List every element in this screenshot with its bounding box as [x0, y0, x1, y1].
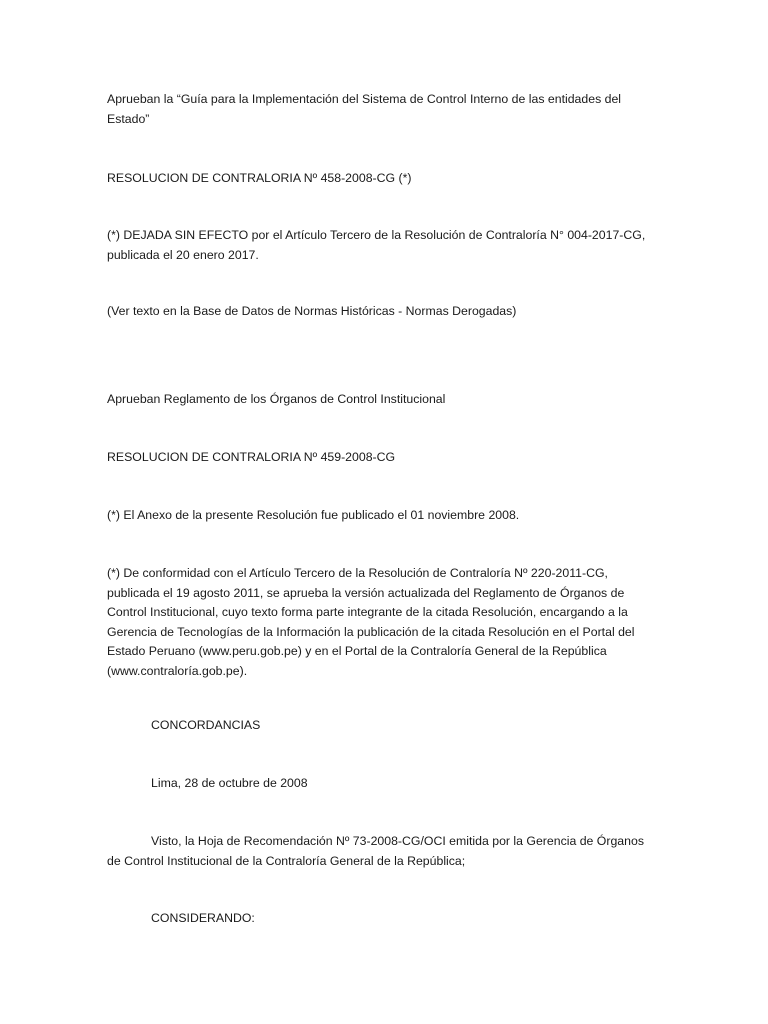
- historical-norms-note: [107, 302, 655, 322]
- resolution-title-458: [107, 90, 655, 129]
- concordancias-heading: [151, 716, 699, 736]
- text-line: Lima, 28 de octubre de 2008: [151, 776, 308, 790]
- text-line: (*) DEJADA SIN EFECTO por el Artículo Tercero de la Resolución de Contraloría N° 004-2017-CG,: [107, 228, 646, 242]
- text-line: RESOLUCION DE CONTRALORIA Nº 458-2008-CG (*): [107, 171, 412, 185]
- visto-paragraph: [107, 832, 655, 871]
- text-line: Aprueban Reglamento de los Órganos de Control Institucional: [107, 392, 446, 406]
- text-line: Control Institucional, cuyo texto forma parte integrante de la citada Resolución, encargando a la: [107, 605, 628, 619]
- text-line: Visto, la Hoja de Recomendación Nº 73-2008-CG/OCI emitida por la Gerencia de Órganos: [151, 834, 644, 848]
- text-line: (Ver texto en la Base de Datos de Normas Históricas - Normas Derogadas): [107, 304, 517, 318]
- annex-note: [107, 506, 655, 526]
- text-line: Gerencia de Tecnologías de la Información la publicación de la citada Resolución en el Portal del: [107, 624, 635, 639]
- regulation-title-459: [107, 390, 655, 410]
- resolution-number-459: [107, 448, 655, 468]
- text-line: Estado Peruano (www.peru.gob.pe) y en el Portal de la Contraloría General de la República: [107, 644, 607, 658]
- text-line: publicada el 19 agosto 2011, se aprueba la versión actualizada del Reglamento de Órganos de: [107, 585, 625, 600]
- text-line: publicada el 20 enero 2017.: [107, 247, 259, 262]
- text-line: Estado”: [107, 111, 150, 126]
- text-line: (www.contraloría.gob.pe).: [107, 663, 248, 678]
- resolution-number-458: [107, 169, 655, 189]
- text-line: CONSIDERANDO:: [151, 911, 255, 925]
- considerando-heading: [151, 909, 699, 929]
- text-line: CONCORDANCIAS: [151, 718, 261, 732]
- text-line: Aprueban la “Guía para la Implementación del Sistema de Control Interno de las entidades del: [107, 92, 622, 106]
- text-line: de Control Institucional de la Contraloría General de la República;: [107, 853, 466, 868]
- text-line: (*) De conformidad con el Artículo Tercero de la Resolución de Contraloría Nº 220-2011-CG,: [107, 566, 608, 580]
- text-line: (*) El Anexo de la presente Resolución fue publicado el 01 noviembre 2008.: [107, 508, 520, 522]
- date-line: [151, 774, 699, 794]
- text-line: RESOLUCION DE CONTRALORIA Nº 459-2008-CG: [107, 450, 396, 464]
- derogation-note: [107, 226, 655, 265]
- updated-version-note: [107, 564, 655, 681]
